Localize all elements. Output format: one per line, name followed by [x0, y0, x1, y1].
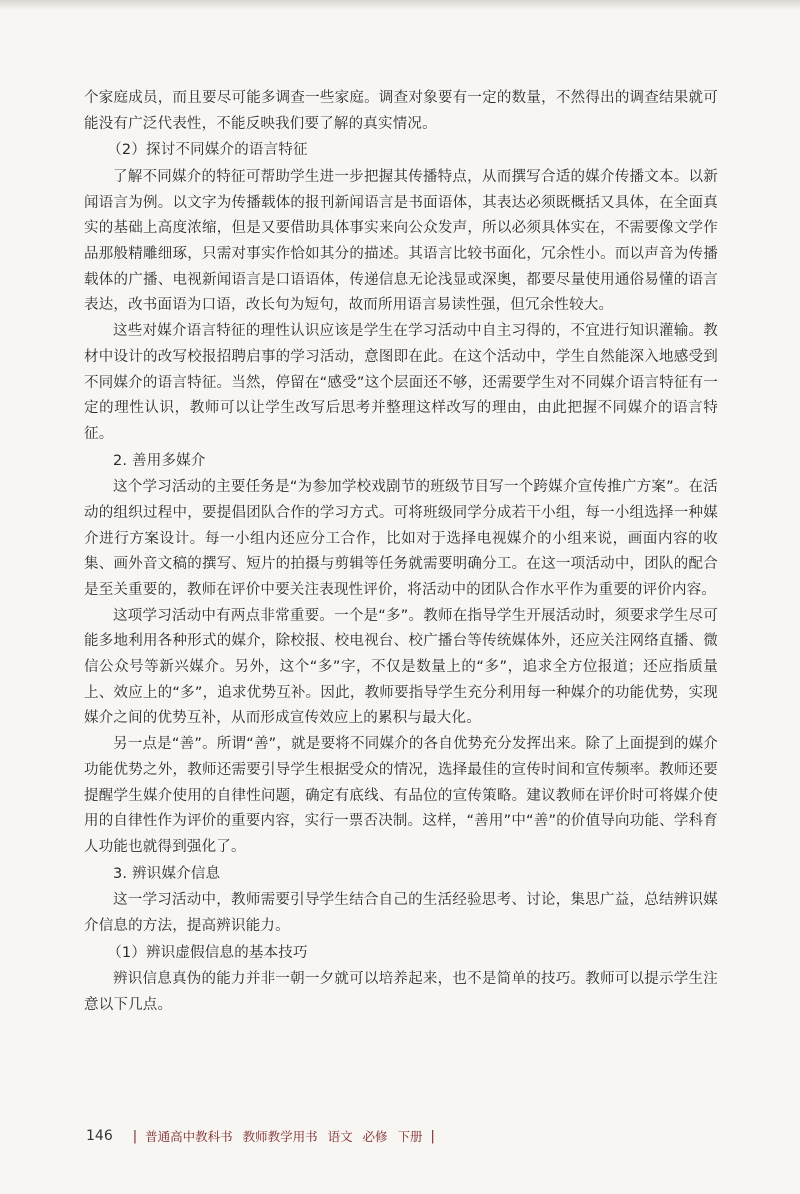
- section-heading: （1）辨识虚假信息的基本技巧: [107, 944, 308, 961]
- paragraph: 这些对媒介语言特征的理性认识应该是学生在学习活动中自主习得的，不宜进行知识灌输。教材中设计的改写校报招聘启事的学习活动，意图即在此。在这个活动中，学生自然能深入地感受到不同媒介的语言特征。当然，停留在“感受”这个层面还不够，还需要学生对不同媒介语言特征有一定的理性认识，教师可以让学生改写后思考并整理这样改写的理由，由此把握不同媒介的语言特征。: [84, 323, 718, 442]
- paragraph: 这一学习活动中，教师需要引导学生结合自己的生活经验思考、讨论，集思广益，总结辨识媒介信息的方法，提高辨识能力。: [84, 892, 718, 934]
- paragraph: 这个学习活动的主要任务是“为参加学校戏剧节的班级节目写一个跨媒介宣传推广方案”。在活动的组织过程中，要提倡团队合作的学习方式。可将班级同学分成若干小组，每一小组选择一种媒介进行方案设计。每一小组内还应分工合作，比如对于选择电视媒介的小组来说，画面内容的收集、画外音文稿的撰写、短片的拍摄与剪辑等任务就需要明确分工。在这一项活动中，团队的配合是至关重要的，教师在评价中要关注表现性评价，将活动中的团队合作水平作为重要的评价内容。: [84, 479, 718, 598]
- paragraph: 另一点是“善”。所谓“善”，就是要将不同媒介的各自优势充分发挥出来。除了上面提到的媒介功能优势之外，教师还需要引导学生根据受众的情况，选择最佳的宣传时间和宣传频率。教师还要提醒学生媒介使用的自律性问题，确定有底线、有品位的宣传策略。建议教师在评价时可将媒介使用的自律性作为评价的重要内容，实行一票否决制。这样，“善用”中“善”的价值导向功能、学科育人功能也就得到强化了。: [84, 736, 718, 855]
- paragraph: 了解不同媒介的特征可帮助学生进一步把握其传播特点，从而撰写合适的媒介传播文本。以新闻语言为例。以文字为传播载体的报刊新闻语言是书面语体，其表达必须既概括又具体，在全面真实的基础上高度浓缩，但是又要借助具体事实来向公众发声，所以必须具体实在，不需要像文学作品那般精雕细琢，只需对事实作恰如其分的描述。其语言比较书面化，冗余性小。而以声音为传播载体的广播、电视新闻语言是口语语体，传递信息无论浅显或深奥，都要尽量使用通俗易懂的语言表达，改书面语为口语，改长句为短句，故而所用语言易读性强，但冗余性较大。: [84, 168, 718, 314]
- book-title: 普通高中教科书 教师教学用书 语文 必修 下册: [145, 1129, 423, 1144]
- paragraph: 个家庭成员，而且要尽可能多调查一些家庭。调查对象要有一定的数量，不然得出的调查结果就可能没有广泛代表性，不能反映我们要了解的真实情况。: [84, 90, 718, 132]
- page-footer: [86, 1126, 443, 1146]
- paragraph: 辨识信息真伪的能力并非一朝一夕就可以培养起来，也不是简单的技巧。教师可以提示学生注意以下几点。: [84, 971, 718, 1013]
- page-number: 146: [86, 1128, 113, 1144]
- section-heading: 2. 善用多媒介: [113, 452, 206, 469]
- page-body: [84, 86, 718, 1019]
- footer-separator: |: [430, 1128, 435, 1144]
- footer-separator: |: [132, 1128, 138, 1144]
- section-heading: 3. 辨识媒介信息: [113, 865, 221, 882]
- page-top-edge: [0, 0, 800, 10]
- paragraph: 这项学习活动中有两点非常重要。一个是“多”。教师在指导学生开展活动时，须要求学生尽可能多地利用各种形式的媒介，除校报、校电视台、校广播台等传统媒体外，还应关注网络直播、微信公众号等新兴媒介。另外，这个“多”字，不仅是数量上的“多”，追求全方位报道；还应指质量上、效应上的“多”，追求优势互补。因此，教师要指导学生充分利用每一种媒介的功能优势，实现媒介之间的优势互补，从而形成宣传效应上的累积与最大化。: [84, 607, 718, 727]
- section-heading: （2）探讨不同媒介的语言特征: [107, 142, 308, 159]
